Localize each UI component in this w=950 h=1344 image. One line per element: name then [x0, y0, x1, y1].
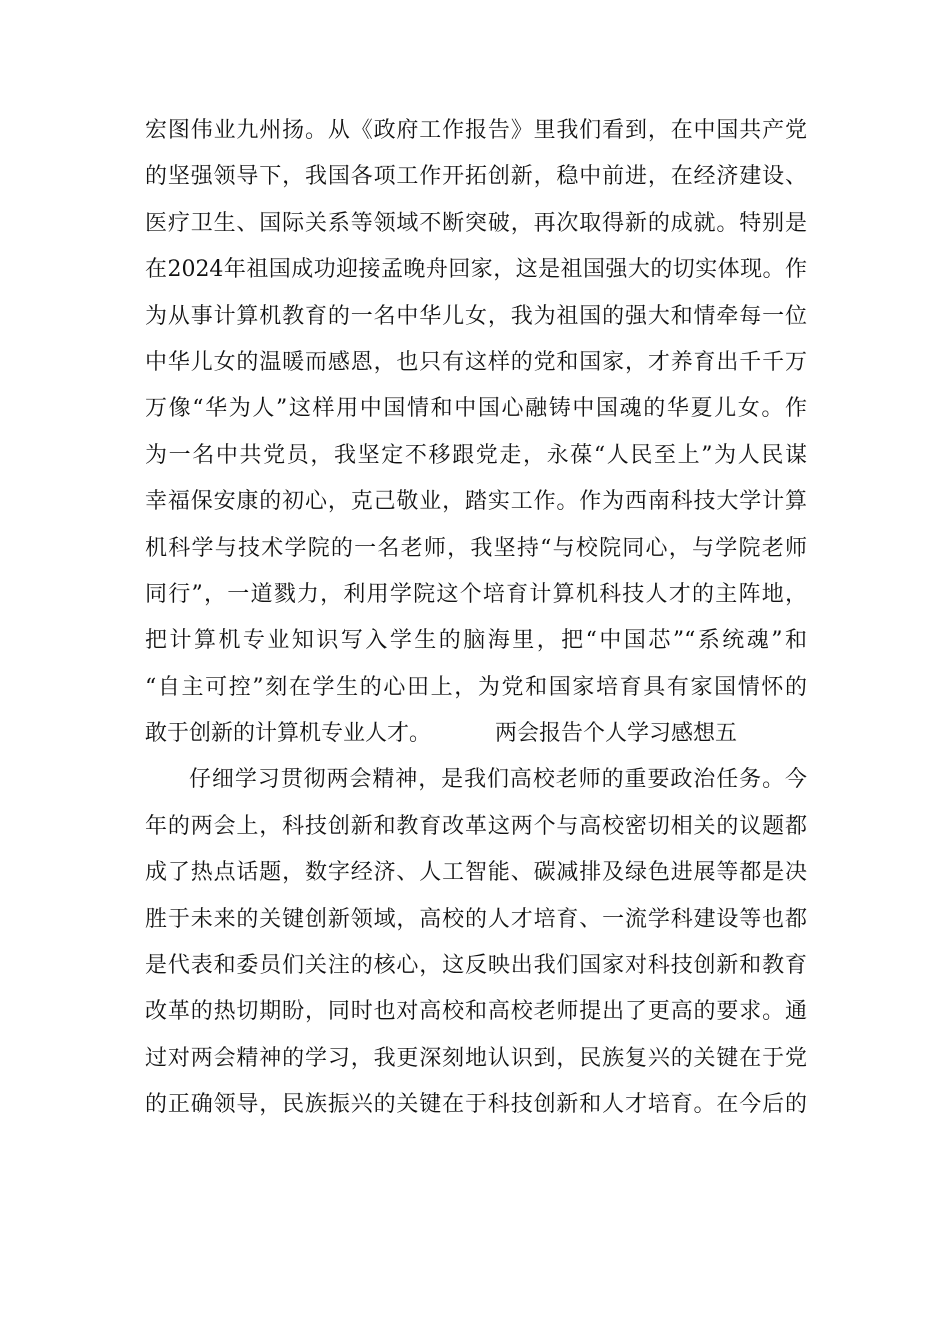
text-line: 万像“华为人”这样用中国情和中国心融铸中国魂的华夏儿女。作 [145, 396, 807, 422]
text-line: 机科学与技术学院的一名老师，我坚持“与校院同心，与学院老师 [145, 535, 807, 561]
paragraph-end-text: 敢于创新的计算机专业人才。 [145, 721, 432, 747]
text-line: 的正确领导，民族振兴的关键在于科技创新和人才培育。在今后的 [145, 1092, 807, 1118]
text-line: 年的两会上，科技创新和教育改革这两个与高校密切相关的议题都 [145, 813, 807, 839]
text-line: 医疗卫生、国际关系等领域不断突破，再次取得新的成就。特别是 [145, 210, 807, 236]
body-text [145, 108, 807, 1129]
text-line: 为从事计算机教育的一名中华儿女，我为祖国的强大和情牵每一位 [145, 303, 807, 329]
text-line: 宏图伟业九州扬。从《政府工作报告》里我们看到，在中国共产党 [145, 118, 807, 143]
text-line: 在2024年祖国成功迎接孟晚舟回家，这是祖国强大的切实体现。作 [145, 257, 807, 283]
text-line: 同行”，一道戮力，利用学院这个培育计算机科技人才的主阵地， [145, 581, 807, 607]
section-title: 两会报告个人学习感想五 [495, 721, 738, 747]
text-line: 的坚强领导下，我国各项工作开拓创新，稳中前进，在经济建设、 [145, 164, 807, 190]
text-line: 中华儿女的温暖而感恩，也只有这样的党和国家，才养育出千千万 [145, 349, 807, 375]
text-line: “自主可控”刻在学生的心田上，为党和国家培育具有家国情怀的 [145, 674, 807, 700]
text-line: 仔细学习贯彻两会精神，是我们高校老师的重要政治任务。今 [189, 767, 807, 793]
text-line: 幸福保安康的初心，克己敬业，踏实工作。作为西南科技大学计算 [145, 489, 807, 515]
text-line: 把计算机专业知识写入学生的脑海里，把“中国芯”“系统魂”和 [145, 628, 807, 654]
text-line: 成了热点话题，数字经济、人工智能、碳减排及绿色进展等都是决 [145, 860, 807, 886]
text-line: 过对两会精神的学习，我更深刻地认识到，民族复兴的关键在于党 [145, 1045, 807, 1071]
text-line: 胜于未来的关键创新领域，高校的人才培育、一流学科建设等也都 [145, 906, 807, 932]
text-line: 为一名中共党员，我坚定不移跟党走，永葆“人民至上”为人民谋 [145, 442, 807, 468]
text-line: 是代表和委员们关注的核心，这反映出我们国家对科技创新和教育 [145, 953, 807, 979]
paragraph-end-line [145, 711, 807, 757]
text-line: 改革的热切期盼，同时也对高校和高校老师提出了更高的要求。通 [145, 999, 807, 1025]
